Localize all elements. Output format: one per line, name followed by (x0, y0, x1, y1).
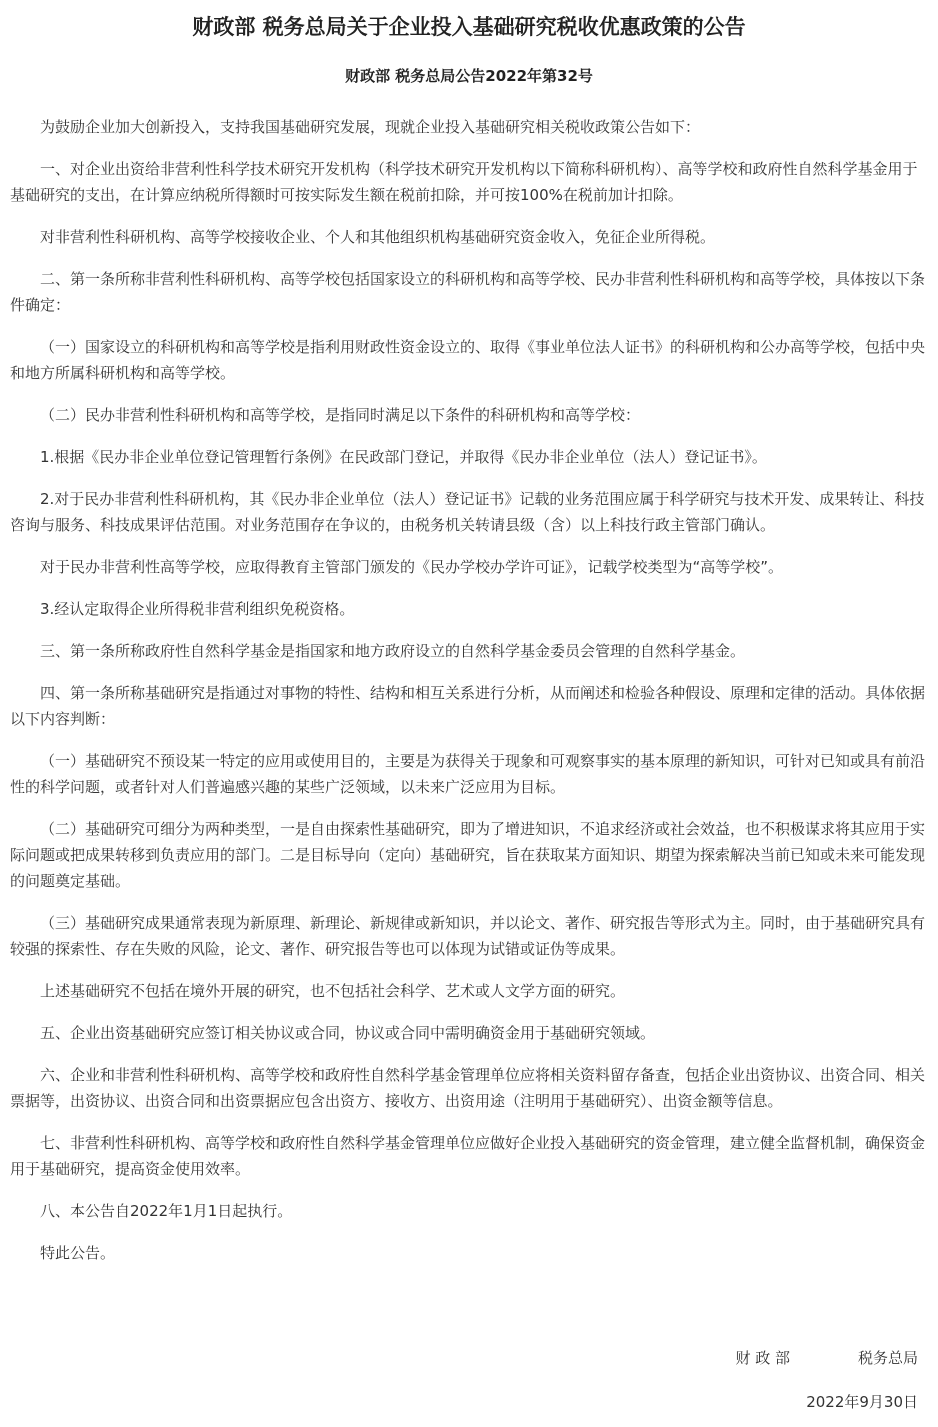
issuer-tax-administration: 税务总局 (857, 1349, 918, 1367)
document-body (10, 114, 926, 1282)
document-number: 财政部 税务总局公告2022年第32号 (345, 67, 593, 85)
body-paragraph: 一、对企业出资给非营利性科学技术研究开发机构（科学技术研究开发机构以下简称科研机构）、高等学校和政府性自然科学基金用于基础研究的支出，在计算应纳税所得额时可按实际发生额在税前扣除，并可按100%在税前加计扣除。 (10, 160, 918, 204)
body-paragraph: 五、企业出资基础研究应签订相关协议或合同，协议或合同中需明确资金用于基础研究领域。 (40, 1024, 656, 1042)
body-paragraph: 七、非营利性科研机构、高等学校和政府性自然科学基金管理单位应做好企业投入基础研究的资金管理，建立健全监督机制，确保资金用于基础研究，提高资金使用效率。 (10, 1134, 926, 1178)
body-paragraph: 四、第一条所称基础研究是指通过对事物的特性、结构和相互关系进行分析，从而阐述和检验各种假设、原理和定律的活动。具体依据以下内容判断： (10, 684, 926, 728)
issuer-ministry-of-finance: 财 政 部 (735, 1349, 790, 1367)
body-paragraph: 2.对于民办非营利性科研机构，其《民办非企业单位（法人）登记证书》记载的业务范围应属于科学研究与技术开发、成果转让、科技咨询与服务、科技成果评估范围。对业务范围存在争议的，由税务机关转请县级（含）以上科技行政主管部门确认。 (10, 490, 925, 534)
signature-block (735, 1346, 918, 1370)
body-paragraph: 3.经认定取得企业所得税非营利组织免税资格。 (40, 600, 355, 618)
body-paragraph: 三、第一条所称政府性自然科学基金是指国家和地方政府设立的自然科学基金委员会管理的自然科学基金。 (40, 642, 746, 660)
body-paragraph: （一）国家设立的科研机构和高等学校是指利用财政性资金设立的、取得《事业单位法人证书》的科研机构和公办高等学校，包括中央和地方所属科研机构和高等学校。 (10, 338, 926, 382)
body-paragraph: 1.根据《民办非企业单位登记管理暂行条例》在民政部门登记，并取得《民办非企业单位（法人）登记证书》。 (40, 448, 767, 466)
body-paragraph: （二）基础研究可细分为两种类型，一是自由探索性基础研究，即为了增进知识，不追求经济或社会效益，也不积极谋求将其应用于实际问题或把成果转移到负责应用的部门。二是目标导向（定向）基础研究，旨在获取某方面知识、期望为探索解决当前已知或未来可能发现的问题奠定基础。 (10, 820, 926, 890)
body-paragraph: （三）基础研究成果通常表现为新原理、新理论、新规律或新知识，并以论文、著作、研究报告等形式为主。同时，由于基础研究具有较强的探索性、存在失败的风险，论文、著作、研究报告等也可以体现为试错或证伪等成果。 (10, 914, 926, 958)
body-paragraph: 二、第一条所称非营利性科研机构、高等学校包括国家设立的科研机构和高等学校、民办非营利性科研机构和高等学校，具体按以下条件确定： (10, 270, 926, 314)
body-paragraph: 对于民办非营利性高等学校，应取得教育主管部门颁发的《民办学校办学许可证》，记载学校类型为“高等学校”。 (40, 558, 784, 576)
document-title: 财政部 税务总局关于企业投入基础研究税收优惠政策的公告 (192, 15, 746, 39)
body-paragraph: 对非营利性科研机构、高等学校接收企业、个人和其他组织机构基础研究资金收入，免征企业所得税。 (40, 228, 716, 246)
body-paragraph: 上述基础研究不包括在境外开展的研究，也不包括社会科学、艺术或人文学方面的研究。 (40, 982, 626, 1000)
body-paragraph: 特此公告。 (40, 1244, 116, 1262)
issue-date: 2022年9月30日 (806, 1393, 918, 1411)
body-paragraph: （一）基础研究不预设某一特定的应用或使用目的，主要是为获得关于现象和可观察事实的基本原理的新知识，可针对已知或具有前沿性的科学问题，或者针对人们普遍感兴趣的某些广泛领域，以未来广泛应用为目标。 (10, 752, 926, 796)
body-paragraph: 为鼓励企业加大创新投入，支持我国基础研究发展，现就企业投入基础研究相关税收政策公告如下： (40, 118, 701, 136)
body-paragraph: 八、本公告自2022年1月1日起执行。 (40, 1202, 293, 1220)
body-paragraph: （二）民办非营利性科研机构和高等学校，是指同时满足以下条件的科研机构和高等学校： (40, 406, 641, 424)
body-paragraph: 六、企业和非营利性科研机构、高等学校和政府性自然科学基金管理单位应将相关资料留存备查，包括企业出资协议、出资合同、相关票据等，出资协议、出资合同和出资票据应包含出资方、接收方、出资用途（注明用于基础研究）、出资金额等信息。 (10, 1066, 926, 1110)
